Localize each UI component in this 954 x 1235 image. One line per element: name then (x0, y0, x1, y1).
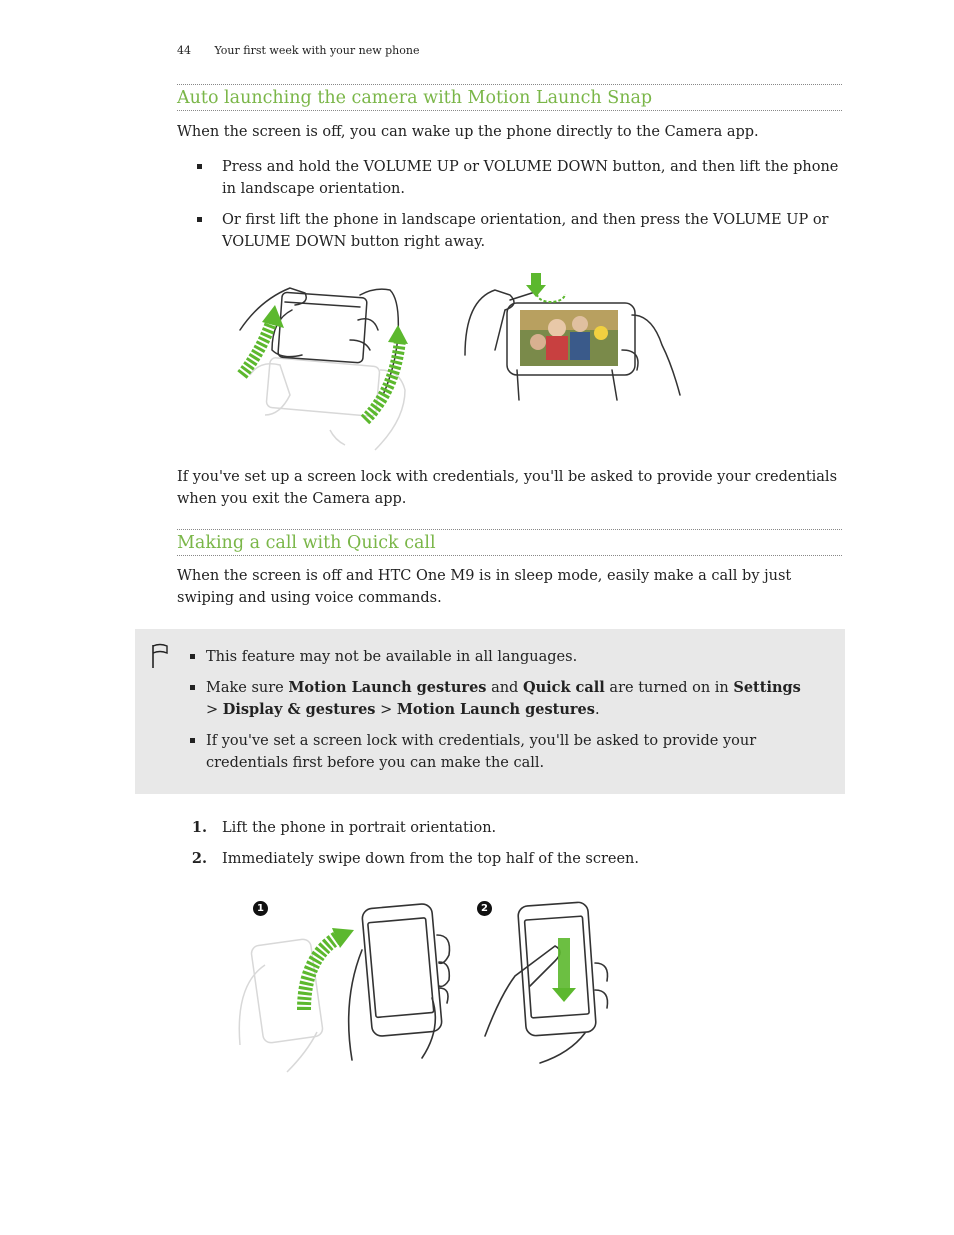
section-rule-top (177, 84, 842, 85)
swipe-down-illustration (480, 898, 630, 1073)
press-arrow (526, 273, 565, 302)
list-item: 1. Lift the phone in portrait orientation. (191, 819, 497, 836)
lift-arrow-portrait (304, 928, 354, 1010)
swipe-down-arrow (552, 938, 576, 1002)
section2-intro: When the screen is off and HTC One M9 is in sleep mode, easily make a call by just swiping and using voice commands. (177, 568, 792, 606)
page-header (177, 44, 419, 57)
flag-icon (151, 643, 169, 669)
chapter-title: Your first week with your new phone (214, 44, 420, 57)
list-item: Press and hold the VOLUME UP or VOLUME DOWN button, and then lift the phone in landscape orientation. (194, 156, 844, 200)
note-list (190, 646, 810, 783)
figure-label-1: 1 (253, 901, 268, 916)
list-item: If you've set a screen lock with credentials, you'll be asked to provide your credentials first before you can make the call. (190, 730, 810, 774)
note-box (135, 629, 845, 794)
list-item: Or first lift the phone in landscape orientation, and then press the VOLUME UP or VOLUME DOWN button right away. (194, 209, 844, 253)
list-item: 2. Immediately swipe down from the top half of the screen. (191, 850, 640, 867)
section1-after-text: If you've set up a screen lock with credentials, you'll be asked to provide your credentials when you exit the Camera app. (177, 469, 838, 507)
figure-label-2: 2 (477, 901, 492, 916)
camera-preview-photo (520, 310, 618, 366)
section2-rule-bottom (177, 555, 842, 556)
section-title-quick-call: Making a call with Quick call (177, 533, 436, 553)
section-title-camera: Auto launching the camera with Motion Launch Snap (177, 88, 653, 108)
list-item: Make sure Motion Launch gestures and Quick call are turned on in Settings > Display & gestures > Motion Launch gestures. (190, 677, 810, 721)
section1-bullets (194, 156, 844, 262)
steps-list (177, 817, 817, 879)
section1-intro: When the screen is off, you can wake up the phone directly to the Camera app. (177, 124, 759, 140)
lift-arrow-right (365, 325, 408, 420)
section-rule-bottom (177, 110, 842, 111)
page-number: 44 (177, 44, 191, 57)
lift-portrait-illustration (232, 900, 462, 1075)
lift-landscape-illustration (230, 280, 430, 450)
section2-rule-top (177, 529, 842, 530)
list-item: This feature may not be available in all languages. (190, 646, 810, 668)
camera-landscape-illustration (462, 270, 687, 410)
